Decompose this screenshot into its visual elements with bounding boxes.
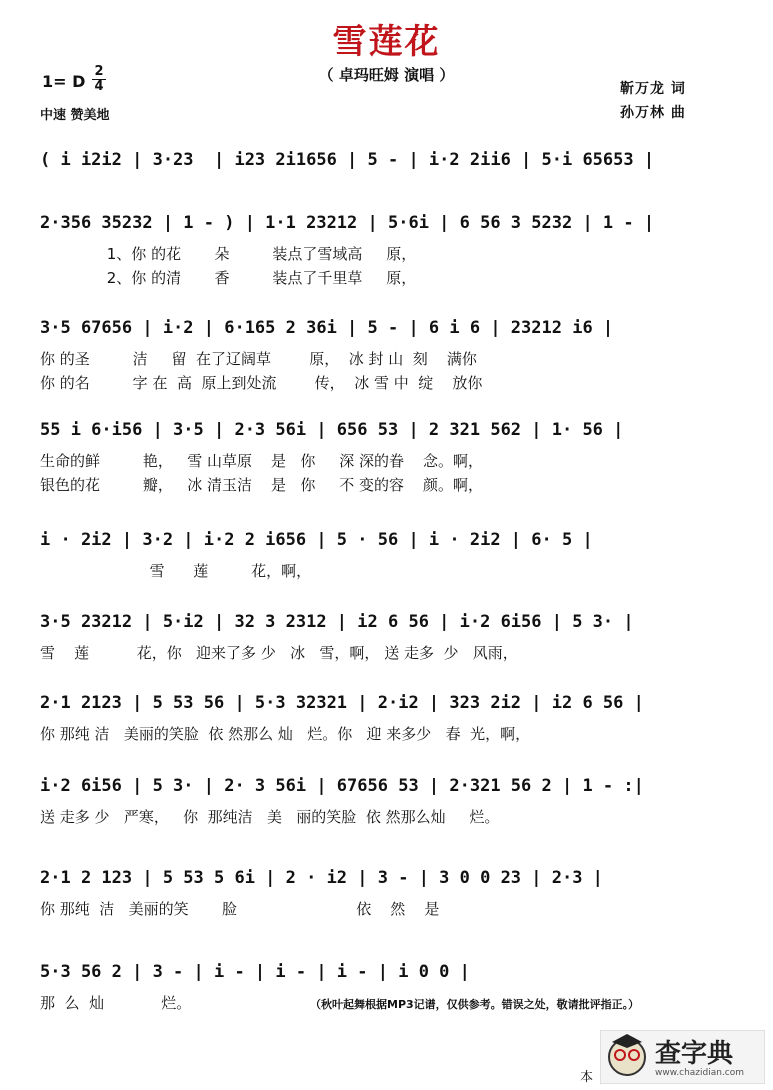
lyric-line-2: 2、你 的清 香 装点了千里草 原， <box>40 269 417 287</box>
song-title: 雪莲花 <box>332 22 441 62</box>
logo-text: 查字典 <box>655 1039 734 1069</box>
lyric-line-1: 你 那纯 洁 美丽的笑脸 依 然那么 灿 烂。你 迎 来多少 春 光，啊， <box>40 725 531 743</box>
notation-row: 55 i 6·i56 | 3·5 | 2·3 56i | 656 53 | 2 321 562 | 1· 56 | <box>40 420 624 440</box>
lyric-line-1: 生命的鲜 艳， 雪 山草原 是 你 深 深的眷 念。啊， <box>40 452 484 470</box>
notation-row: 3·5 67656 | i·2 | 6·165 2 36i | 5 - | 6 i 6 | 23212 i6 | <box>40 318 614 338</box>
notation-row: 5·3 56 2 | 3 - | i - | i - | i - | i 0 0 | <box>40 962 470 982</box>
composer-credit: 孙万林 曲 <box>620 105 686 121</box>
key-signature: 1= D <box>42 72 86 91</box>
notation-row: 2·1 2123 | 5 53 56 | 5·3 32321 | 2·i2 | 323 2i2 | i2 6 56 | <box>40 693 644 713</box>
lyric-line-1: 雪 莲 花，你 迎来了多 少 冰 雪，啊， 送 走多 少 风雨， <box>40 644 518 662</box>
lyric-line-1: 雪 莲 花，啊， <box>40 562 312 580</box>
time-signature <box>92 66 106 93</box>
time-bottom: 4 <box>94 79 104 94</box>
notation-row: 2·1 2 123 | 5 53 5 6i | 2 · i2 | 3 - | 3 0 0 23 | 2·3 | <box>40 868 603 888</box>
logo-url: www.chazidian.com <box>655 1068 745 1078</box>
lyric-line-2: 银色的花 瓣， 冰 清玉洁 是 你 不 变的容 颜。啊， <box>40 476 484 494</box>
footnote: （秋叶起舞根据MP3记谱，仅供参考。错误之处，敬请批评指正。） <box>310 998 640 1011</box>
tempo-marking: 中速 赞美地 <box>40 108 110 123</box>
notation-row: 2·356 35232 | 1 - ) | 1·1 23212 | 5·6i | 6 56 3 5232 | 1 - | <box>40 213 655 233</box>
lyric-line-1: 送 走多 少 严寒， 你 那纯洁 美 丽的笑脸 依 然那么灿 烂。 <box>40 808 500 826</box>
notation-row: i·2 6i56 | 5 3· | 2· 3 56i | 67656 53 | 2·321 56 2 | 1 - :| <box>40 776 644 796</box>
corner-text: 本 <box>580 1070 594 1085</box>
performer-line: （ 卓玛旺姆 演唱 ） <box>318 66 455 84</box>
notation-row: i · 2i2 | 3·2 | i·2 2 i656 | 5 · 56 | i · 2i2 | 6· 5 | <box>40 530 593 550</box>
lyric-line-1: 1、你 的花 朵 装点了雪域高 原， <box>40 245 417 263</box>
notation-row: 3·5 23212 | 5·i2 | 32 3 2312 | i2 6 56 | i·2 6i56 | 5 3· | <box>40 612 634 632</box>
lyricist-credit: 靳万龙 词 <box>620 81 686 97</box>
lyric-line-2: 你 的名 字 在 高 原上到处流 传， 冰 雪 中 绽 放你 <box>40 374 483 392</box>
lyric-line-1: 你 那纯 洁 美丽的笑 脸 依 然 是 <box>40 900 440 918</box>
time-top: 2 <box>94 64 104 79</box>
lyric-line-1: 那 么 灿 烂。 <box>40 994 192 1012</box>
lyric-line-1: 你 的圣 洁 留 在了辽阔草 原， 冰 封 山 刻 满你 <box>40 350 477 368</box>
notation-row: ( i i2i2 | 3·23 | i23 2i1656 | 5 - | i·2 2ii6 | 5·i 65653 | <box>40 150 655 170</box>
